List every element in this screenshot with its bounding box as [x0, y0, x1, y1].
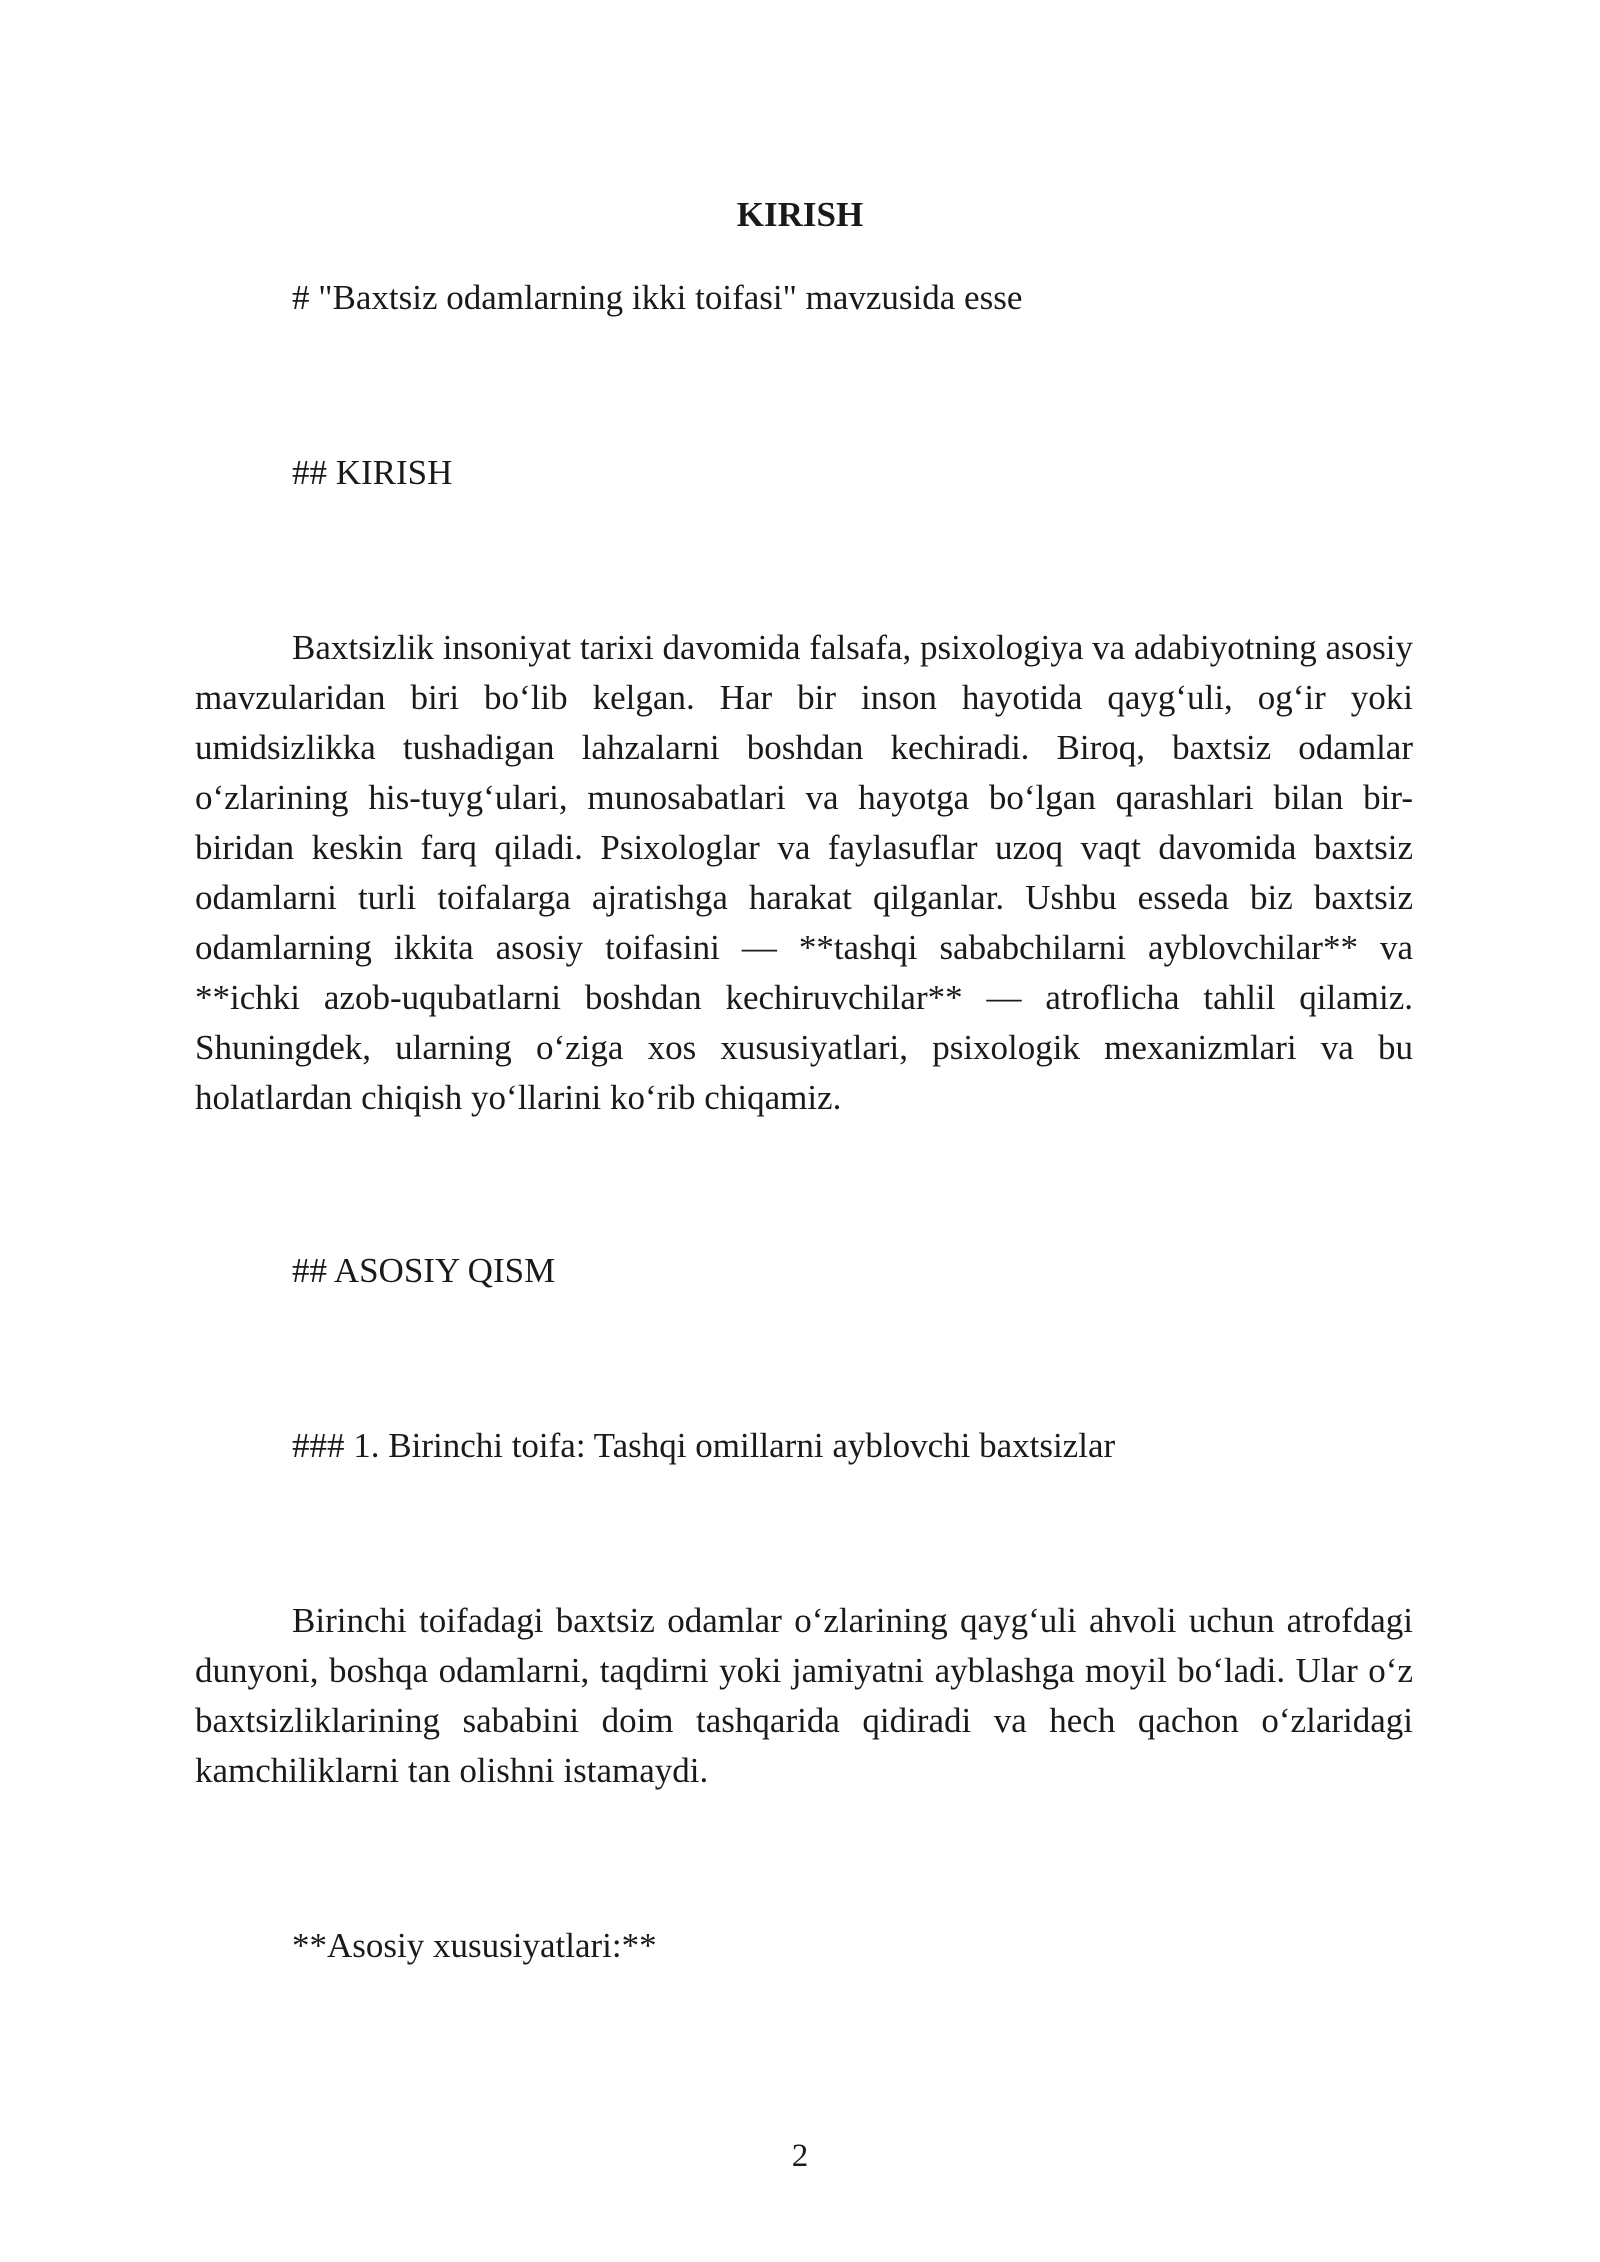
page-number: 2: [791, 2138, 809, 2174]
page-title: KIRISH: [736, 195, 864, 234]
subsection-heading-first-type: ### 1. Birinchi toifa: Tashqi omillarni ayblovchi baxtsizlar: [292, 1426, 1116, 1465]
intro-paragraph: Baxtsizlik insoniyat tarixi davomida falsafa, psixologiya va adabiyotning asosiy mavzularidan biri bo‘lib kelgan. Har bir inson hayotida qayg‘uli, og‘ir yoki umidsizlikka tushadigan lahzalarni boshdan kechiradi. Biroq, baxtsiz odamlar o‘zlarining his-tuyg‘ulari, munosabatlari va hayotga bo‘lgan qarashlari bilan bir-biridan keskin farq qiladi. Psixologlar va faylasuflar uzoq vaqt davomida baxtsiz odamlarni turli toifalarga ajratishga harakat qilganlar. Ushbu esseda biz baxtsiz odamlarning ikkita asosiy toifasini — **tashqi sababchilarni ayblovchilar** va **ichki azob-uqubatlarni boshdan kechiruvchilar** — atroflicha tahlil qilamiz. Shuningdek, ularning o‘ziga xos xususiyatlari, psixologik mexanizmlari va bu holatlardan chiqish yo‘llarini ko‘rib chiqamiz.: [195, 628, 1413, 1117]
features-heading: **Asosiy xususiyatlari:**: [292, 1926, 657, 1965]
essay-title-heading: # "Baxtsiz odamlarning ikki toifasi" mavzusida esse: [292, 278, 1023, 317]
section-heading-kirish: ## KIRISH: [292, 453, 453, 492]
section-heading-asosiy-qism: ## ASOSIY QISM: [292, 1251, 556, 1290]
first-type-paragraph: Birinchi toifadagi baxtsiz odamlar o‘zlarining qayg‘uli ahvoli uchun atrofdagi dunyoni, boshqa odamlarni, taqdirni yoki jamiyatni ayblashga moyil bo‘ladi. Ular o‘z baxtsizliklarining sababini doim tashqarida qidiradi va hech qachon o‘zlaridagi kamchiliklarni tan olishni istamaydi.: [195, 1601, 1413, 1790]
